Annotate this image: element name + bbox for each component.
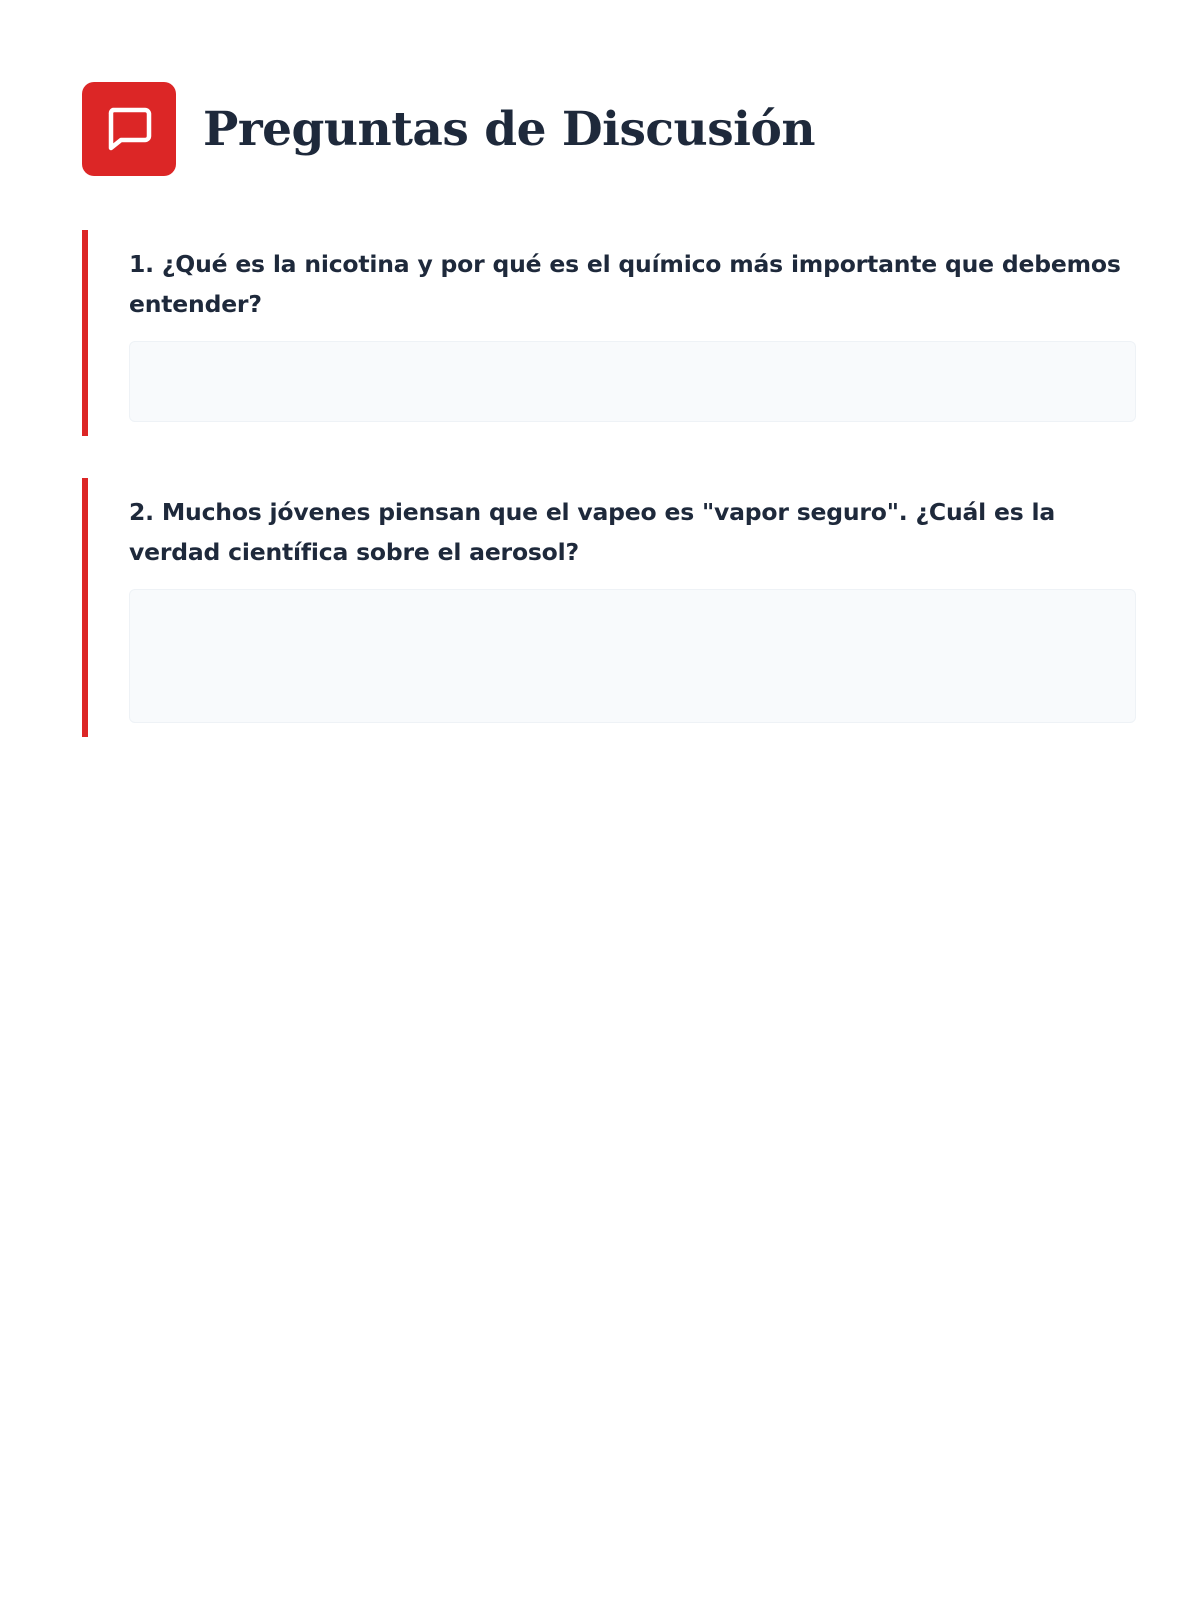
page-header xyxy=(82,82,1136,176)
question-card-2 xyxy=(82,478,1136,737)
discussion-questions-page xyxy=(82,82,1136,737)
chat-bubble-icon xyxy=(82,82,176,176)
question-text-2: 2. Muchos jóvenes piensan que el vapeo es "vapor seguro". ¿Cuál es la verdad científica sobre el aerosol? xyxy=(129,498,1056,566)
answer-field-1[interactable] xyxy=(129,341,1136,422)
page-title: Preguntas de Discusión xyxy=(203,101,816,157)
question-card-1 xyxy=(82,230,1136,436)
question-text-1: 1. ¿Qué es la nicotina y por qué es el químico más importante que debemos entender? xyxy=(129,250,1121,318)
answer-field-2[interactable] xyxy=(129,589,1136,723)
